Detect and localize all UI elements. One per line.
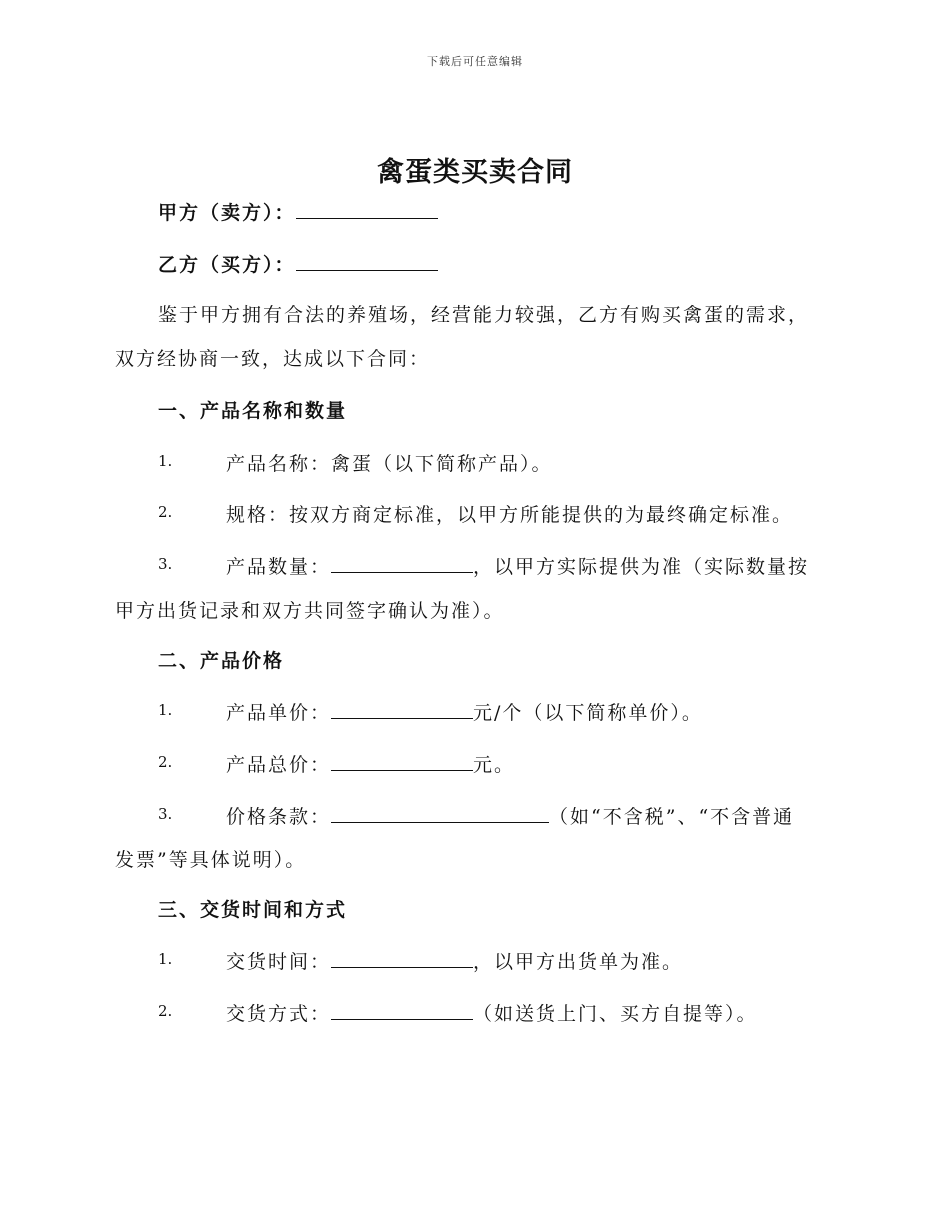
s2-item-3-continued: 发票”等具体说明）。 <box>115 849 307 871</box>
s2-item-3-prefix: 价格条款： <box>226 806 332 828</box>
s2-item-2-line <box>226 750 515 777</box>
s1-item-1-number: 1. <box>158 452 173 470</box>
s2-item-3-suffix: （如“不含税”、“不含普通 <box>549 806 795 828</box>
s2-item-2-number: 2. <box>158 753 173 771</box>
s3-item-2-suffix: （如送货上门、买方自提等）。 <box>473 1003 758 1025</box>
s2-item-1-line <box>226 698 703 725</box>
s2-item-3-line <box>226 802 794 829</box>
s2-item-2-prefix: 产品总价： <box>226 754 332 776</box>
s1-item-2-number: 2. <box>158 503 173 521</box>
party-a-line <box>158 198 438 225</box>
intro-line-2: 双方经协商一致，达成以下合同： <box>115 348 431 370</box>
unit-price-blank[interactable] <box>331 700 473 719</box>
document-title: 禽蛋类买卖合同 <box>377 157 573 188</box>
s2-item-1-number: 1. <box>158 701 173 719</box>
s3-item-1-prefix: 交货时间： <box>226 951 332 973</box>
party-b-line <box>158 250 438 277</box>
s2-item-2-suffix: 元。 <box>473 754 516 776</box>
delivery-time-blank[interactable] <box>331 949 473 968</box>
s2-item-1-prefix: 产品单价： <box>226 702 332 724</box>
party-b-label: 乙方（买方）： <box>158 254 296 276</box>
s3-item-2-prefix: 交货方式： <box>226 1003 332 1025</box>
s1-item-2-text: 规格：按双方商定标准，以甲方所能提供的为最终确定标准。 <box>226 504 794 526</box>
section-1-heading: 一、产品名称和数量 <box>158 400 348 422</box>
party-a-label: 甲方（卖方）： <box>158 202 296 224</box>
s1-item-1-text: 产品名称：禽蛋（以下简称产品）。 <box>226 453 553 475</box>
intro-line-1: 鉴于甲方拥有合法的养殖场，经营能力较强，乙方有购买禽蛋的需求， <box>158 304 810 326</box>
party-b-blank[interactable] <box>296 252 438 271</box>
s1-item-3-suffix: ，以甲方实际提供为准（实际数量按 <box>473 556 810 578</box>
s3-item-2-line <box>226 999 758 1026</box>
section-2-heading: 二、产品价格 <box>158 650 285 672</box>
quantity-blank[interactable] <box>331 554 473 573</box>
s3-item-1-suffix: ，以甲方出货单为准。 <box>473 951 684 973</box>
s1-item-3-number: 3. <box>158 555 173 573</box>
s3-item-2-number: 2. <box>158 1002 173 1020</box>
delivery-method-blank[interactable] <box>331 1001 473 1020</box>
party-a-blank[interactable] <box>296 200 438 219</box>
s3-item-1-number: 1. <box>158 950 173 968</box>
s2-item-1-suffix: 元/个（以下简称单价）。 <box>473 702 703 724</box>
s1-item-3-continued: 甲方出货记录和双方共同签字确认为准）。 <box>115 600 505 622</box>
s3-item-1-line <box>226 947 683 974</box>
price-terms-blank[interactable] <box>331 804 549 823</box>
total-price-blank[interactable] <box>331 752 473 771</box>
section-3-heading: 三、交货时间和方式 <box>158 899 348 921</box>
header-note: 下载后可任意编辑 <box>427 55 523 68</box>
s1-item-3-line <box>226 552 809 579</box>
s2-item-3-number: 3. <box>158 805 173 823</box>
s1-item-3-prefix: 产品数量： <box>226 556 332 578</box>
